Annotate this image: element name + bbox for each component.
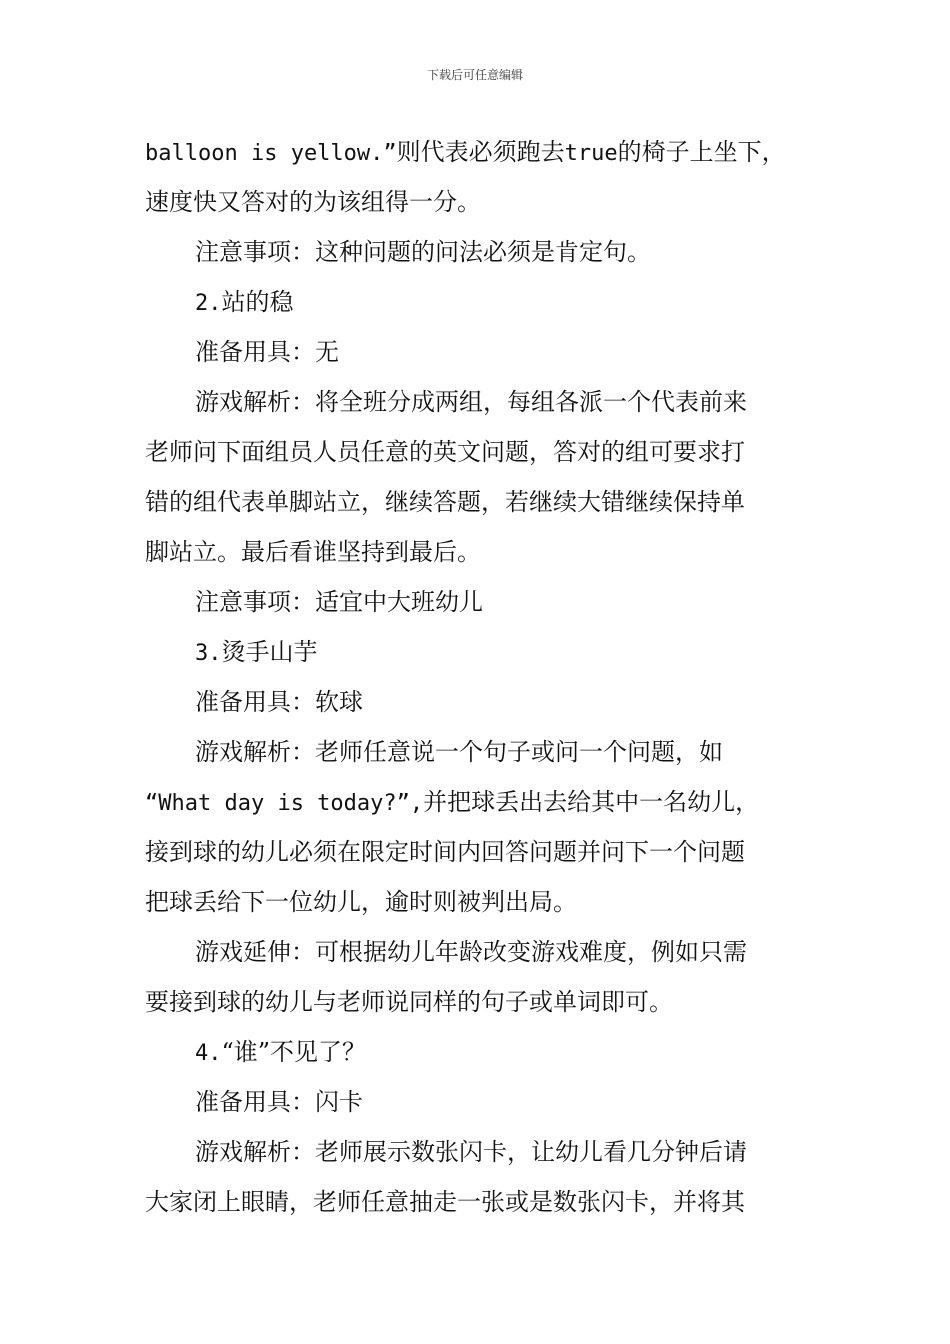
page-header: 下载后可任意编辑 <box>426 68 523 82</box>
text-segment: 游戏解析：老师展示数张闪卡，让幼儿看几分钟后请 <box>195 1138 747 1166</box>
text-line <box>145 227 815 277</box>
text-segment: 速度快又答对的为该组得一分。 <box>145 188 481 216</box>
text-segment: 错的组代表单脚站立，继续答题，若继续大错继续保持单 <box>145 488 745 516</box>
text-line <box>145 777 815 827</box>
text-segment: 注意事项：这种问题的问法必须是肯定句。 <box>195 238 651 266</box>
text-line <box>145 977 815 1027</box>
document-body <box>145 127 815 1227</box>
text-line <box>145 1127 815 1177</box>
text-segment: 老师问下面组员人员任意的英文问题，答对的组可要求打 <box>145 438 745 466</box>
text-segment: 把球丢给下一位幼儿，逾时则被判出局。 <box>145 888 577 916</box>
text-line <box>145 327 815 377</box>
text-line <box>145 1027 815 1077</box>
text-segment: “谁”不见了？ <box>221 1038 367 1066</box>
text-segment: 大家闭上眼睛，老师任意抽走一张或是数张闪卡，并将其 <box>145 1188 745 1216</box>
text-line <box>145 527 815 577</box>
text-segment: 并把球丢出去给其中一名幼儿， <box>423 788 760 816</box>
text-line <box>145 677 815 727</box>
text-line <box>145 627 815 677</box>
text-segment: 4. <box>195 1041 222 1066</box>
text-segment: 烫手山芋 <box>221 638 318 666</box>
text-segment: 2. <box>195 291 222 316</box>
text-line <box>145 277 815 327</box>
text-line <box>145 427 815 477</box>
text-segment: balloon is yellow.” <box>145 141 397 166</box>
text-segment: 准备用具：软球 <box>195 688 363 716</box>
text-line <box>145 877 815 927</box>
text-segment: 游戏解析：将全班分成两组，每组各派一个代表前来 <box>195 388 747 416</box>
text-segment: “What day is today?”, <box>145 791 424 816</box>
text-segment: 则代表必须跑去 <box>396 138 565 166</box>
text-line <box>145 827 815 877</box>
text-segment: 要接到球的幼儿与老师说同样的句子或单词即可。 <box>145 988 673 1016</box>
text-segment: 准备用具：闪卡 <box>195 1088 363 1116</box>
text-line <box>145 127 815 177</box>
text-line <box>145 1077 815 1127</box>
text-segment: 3. <box>195 641 222 666</box>
text-segment: 站的稳 <box>221 288 294 316</box>
text-line <box>145 577 815 627</box>
text-segment: 准备用具：无 <box>195 338 339 366</box>
text-segment: 游戏解析：老师任意说一个句子或问一个问题，如 <box>195 738 723 766</box>
text-line <box>145 1177 815 1227</box>
text-segment: 注意事项：适宜中大班幼儿 <box>195 588 483 616</box>
text-segment: 脚站立。最后看谁坚持到最后。 <box>145 538 481 566</box>
text-segment: 的椅子上坐下， <box>617 138 786 166</box>
text-line <box>145 927 815 977</box>
text-line <box>145 377 815 427</box>
text-line <box>145 477 815 527</box>
text-segment: 游戏延伸：可根据幼儿年龄改变游戏难度，例如只需 <box>195 938 747 966</box>
text-segment: 接到球的幼儿必须在限定时间内回答问题并问下一个问题 <box>145 838 745 866</box>
text-line <box>145 727 815 777</box>
text-segment: true <box>564 141 618 166</box>
text-line <box>145 177 815 227</box>
